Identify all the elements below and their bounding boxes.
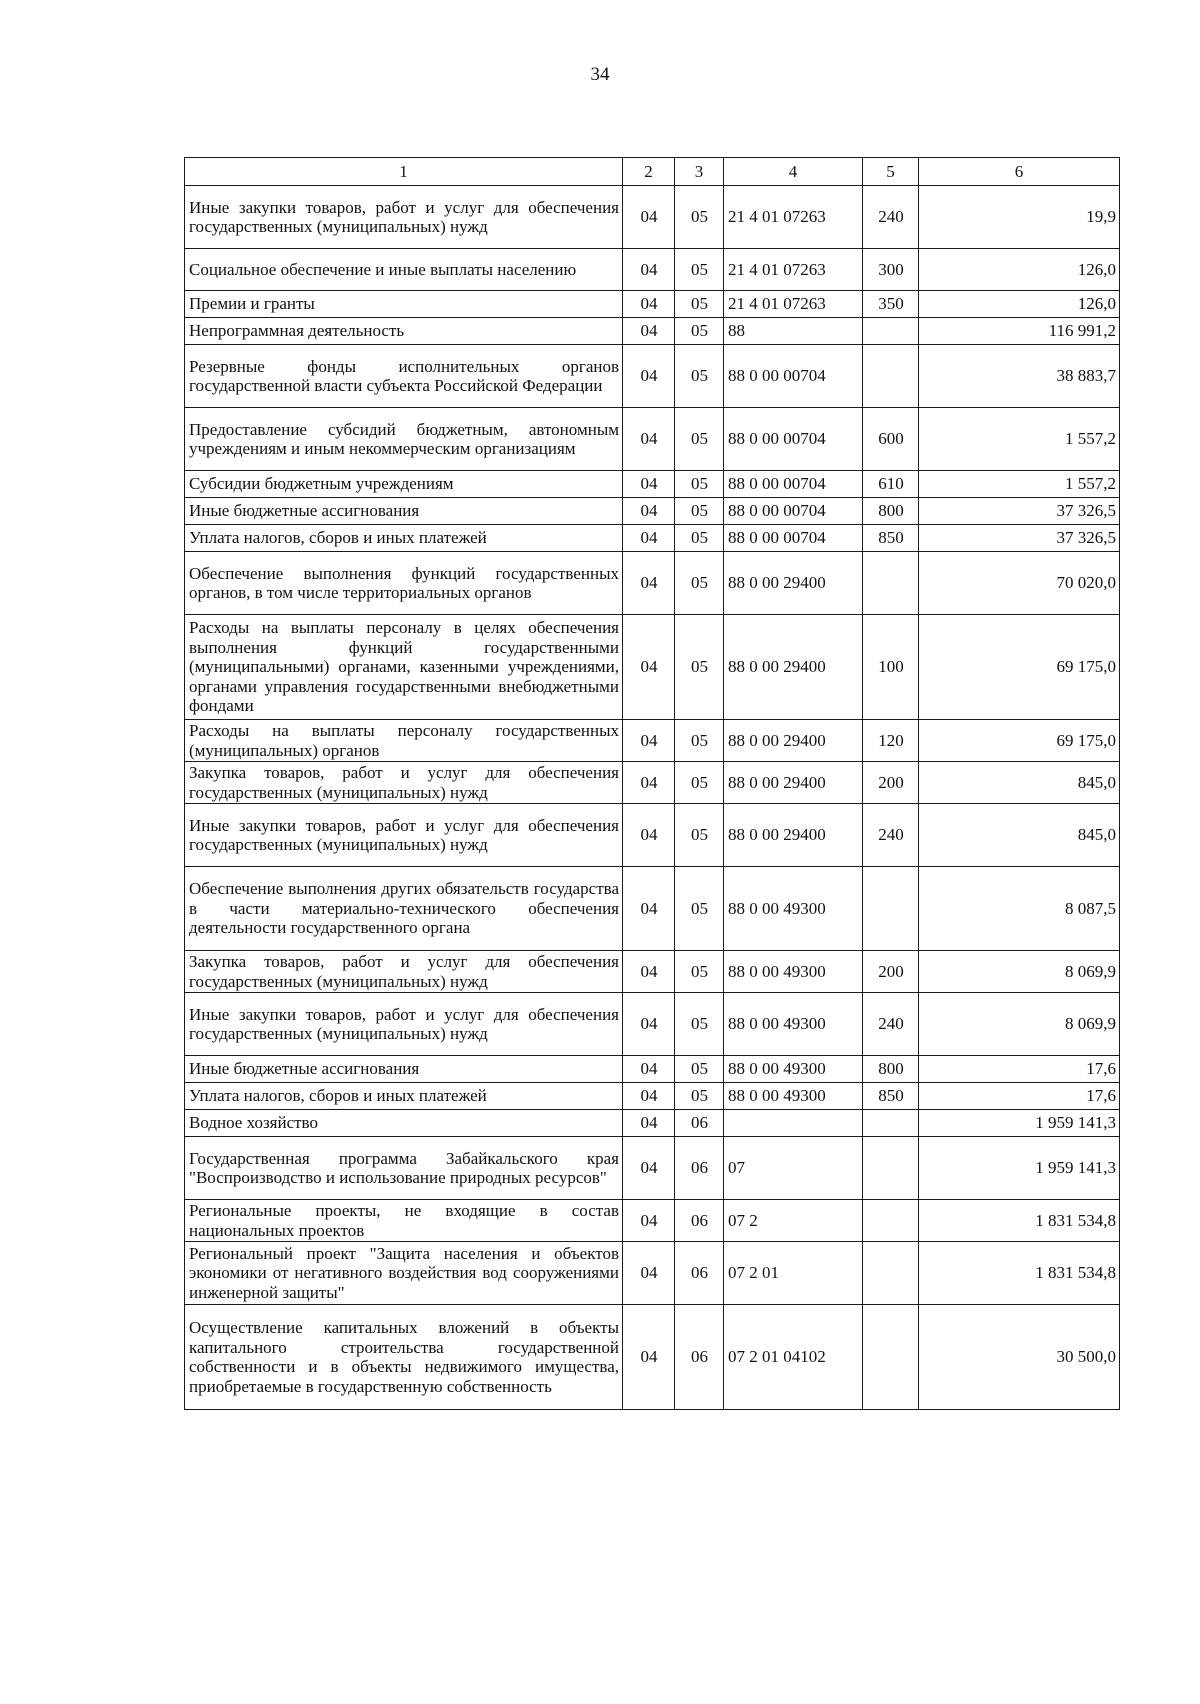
- row-section-cell: 04: [623, 615, 675, 720]
- row-expense-type-cell: 800: [863, 498, 919, 525]
- table-row: [185, 1110, 1120, 1137]
- row-section-cell: 04: [623, 1083, 675, 1110]
- row-subsection-cell: 05: [675, 1056, 724, 1083]
- row-subsection-cell: 05: [675, 471, 724, 498]
- row-amount-cell: 1 831 534,8: [919, 1242, 1120, 1305]
- table-row: [185, 1305, 1120, 1410]
- table-row: [185, 993, 1120, 1056]
- row-section-cell: 04: [623, 498, 675, 525]
- row-subsection-cell: 05: [675, 291, 724, 318]
- table-row: [185, 951, 1120, 993]
- row-name-cell: Уплата налогов, сборов и иных платежей: [185, 525, 623, 552]
- row-amount-cell: 126,0: [919, 249, 1120, 291]
- row-expense-type-cell: [863, 867, 919, 951]
- row-target-code-cell: 88 0 00 29400: [724, 615, 863, 720]
- row-section-cell: 04: [623, 552, 675, 615]
- row-expense-type-cell: [863, 552, 919, 615]
- header-cell-amount: 6: [919, 158, 1120, 186]
- row-section-cell: 04: [623, 291, 675, 318]
- table-row: [185, 408, 1120, 471]
- table-body: [185, 186, 1120, 1410]
- row-section-cell: 04: [623, 471, 675, 498]
- row-target-code-cell: 88 0 00 00704: [724, 525, 863, 552]
- row-expense-type-cell: 240: [863, 804, 919, 867]
- row-target-code-cell: 88 0 00 00704: [724, 345, 863, 408]
- row-subsection-cell: 06: [675, 1110, 724, 1137]
- row-target-code-cell: 21 4 01 07263: [724, 291, 863, 318]
- row-target-code-cell: 07 2 01 04102: [724, 1305, 863, 1410]
- row-expense-type-cell: 200: [863, 762, 919, 804]
- row-name-cell: Резервные фонды исполнительных органов государственной власти субъекта Российской Федерации: [185, 345, 623, 408]
- row-target-code-cell: 88 0 00 00704: [724, 498, 863, 525]
- header-row: [185, 158, 1120, 186]
- row-target-code-cell: 07 2 01: [724, 1242, 863, 1305]
- row-amount-cell: 1 557,2: [919, 408, 1120, 471]
- row-target-code-cell: 88 0 00 49300: [724, 1056, 863, 1083]
- row-amount-cell: 1 831 534,8: [919, 1200, 1120, 1242]
- row-target-code-cell: 21 4 01 07263: [724, 186, 863, 249]
- row-expense-type-cell: 240: [863, 993, 919, 1056]
- budget-table: [184, 157, 1120, 1410]
- table-row: [185, 720, 1120, 762]
- table-row: [185, 345, 1120, 408]
- row-amount-cell: 19,9: [919, 186, 1120, 249]
- row-amount-cell: 17,6: [919, 1083, 1120, 1110]
- row-name-cell: Государственная программа Забайкальского края "Воспроизводство и использование природных ресурсов": [185, 1137, 623, 1200]
- row-name-cell: Закупка товаров, работ и услуг для обеспечения государственных (муниципальных) нужд: [185, 762, 623, 804]
- row-target-code-cell: 88 0 00 49300: [724, 951, 863, 993]
- row-target-code-cell: [724, 1110, 863, 1137]
- row-amount-cell: 69 175,0: [919, 720, 1120, 762]
- row-target-code-cell: 07 2: [724, 1200, 863, 1242]
- table-row: [185, 867, 1120, 951]
- row-amount-cell: 845,0: [919, 804, 1120, 867]
- row-name-cell: Иные закупки товаров, работ и услуг для обеспечения государственных (муниципальных) нужд: [185, 993, 623, 1056]
- table-row: [185, 1137, 1120, 1200]
- row-name-cell: Обеспечение выполнения других обязательств государства в части материально-технического обеспечения деятельности государственного органа: [185, 867, 623, 951]
- row-name-cell: Иные закупки товаров, работ и услуг для обеспечения государственных (муниципальных) нужд: [185, 186, 623, 249]
- table-row: [185, 249, 1120, 291]
- table-row: [185, 1056, 1120, 1083]
- header-cell-expense-type: 5: [863, 158, 919, 186]
- row-section-cell: 04: [623, 1305, 675, 1410]
- row-name-cell: Водное хозяйство: [185, 1110, 623, 1137]
- row-target-code-cell: 88 0 00 00704: [724, 408, 863, 471]
- row-expense-type-cell: 200: [863, 951, 919, 993]
- row-expense-type-cell: 120: [863, 720, 919, 762]
- row-subsection-cell: 05: [675, 525, 724, 552]
- row-subsection-cell: 05: [675, 186, 724, 249]
- row-amount-cell: 1 557,2: [919, 471, 1120, 498]
- row-target-code-cell: 88 0 00 49300: [724, 867, 863, 951]
- row-expense-type-cell: 610: [863, 471, 919, 498]
- row-target-code-cell: 88 0 00 29400: [724, 762, 863, 804]
- row-amount-cell: 126,0: [919, 291, 1120, 318]
- row-name-cell: Иные закупки товаров, работ и услуг для обеспечения государственных (муниципальных) нужд: [185, 804, 623, 867]
- row-target-code-cell: 88 0 00 29400: [724, 720, 863, 762]
- row-section-cell: 04: [623, 186, 675, 249]
- row-target-code-cell: 88 0 00 00704: [724, 471, 863, 498]
- row-expense-type-cell: 600: [863, 408, 919, 471]
- table-row: [185, 186, 1120, 249]
- row-name-cell: Субсидии бюджетным учреждениям: [185, 471, 623, 498]
- row-section-cell: 04: [623, 1242, 675, 1305]
- row-expense-type-cell: [863, 345, 919, 408]
- table-row: [185, 318, 1120, 345]
- row-section-cell: 04: [623, 318, 675, 345]
- row-amount-cell: 1 959 141,3: [919, 1110, 1120, 1137]
- row-amount-cell: 38 883,7: [919, 345, 1120, 408]
- row-target-code-cell: 88 0 00 49300: [724, 993, 863, 1056]
- table-header: [185, 158, 1120, 186]
- row-name-cell: Уплата налогов, сборов и иных платежей: [185, 1083, 623, 1110]
- row-name-cell: Осуществление капитальных вложений в объекты капитального строительства государственной собственности и в объекты недвижимого имущества, приобретаемые в государственную собственность: [185, 1305, 623, 1410]
- row-expense-type-cell: 240: [863, 186, 919, 249]
- row-name-cell: Иные бюджетные ассигнования: [185, 1056, 623, 1083]
- row-name-cell: Социальное обеспечение и иные выплаты населению: [185, 249, 623, 291]
- row-subsection-cell: 06: [675, 1137, 724, 1200]
- row-section-cell: 04: [623, 762, 675, 804]
- row-subsection-cell: 05: [675, 720, 724, 762]
- row-subsection-cell: 05: [675, 318, 724, 345]
- row-subsection-cell: 05: [675, 1083, 724, 1110]
- row-subsection-cell: 05: [675, 762, 724, 804]
- row-expense-type-cell: 300: [863, 249, 919, 291]
- row-expense-type-cell: 850: [863, 525, 919, 552]
- table-row: [185, 525, 1120, 552]
- header-cell-section: 2: [623, 158, 675, 186]
- row-name-cell: Обеспечение выполнения функций государственных органов, в том числе территориальных органов: [185, 552, 623, 615]
- row-amount-cell: 8 087,5: [919, 867, 1120, 951]
- row-target-code-cell: 88 0 00 29400: [724, 804, 863, 867]
- row-subsection-cell: 05: [675, 552, 724, 615]
- row-expense-type-cell: 850: [863, 1083, 919, 1110]
- row-name-cell: Расходы на выплаты персоналу в целях обеспечения выполнения функций государственными (муниципальными) органами, казенными учреждениями, органами управления государственными внебюджетными фондами: [185, 615, 623, 720]
- table-row: [185, 552, 1120, 615]
- row-section-cell: 04: [623, 720, 675, 762]
- row-section-cell: 04: [623, 1200, 675, 1242]
- row-section-cell: 04: [623, 525, 675, 552]
- table-row: [185, 762, 1120, 804]
- row-subsection-cell: 06: [675, 1200, 724, 1242]
- row-expense-type-cell: [863, 1137, 919, 1200]
- table-row: [185, 804, 1120, 867]
- table-row: [185, 471, 1120, 498]
- row-expense-type-cell: [863, 1242, 919, 1305]
- table-row: [185, 498, 1120, 525]
- row-subsection-cell: 05: [675, 408, 724, 471]
- row-name-cell: Закупка товаров, работ и услуг для обеспечения государственных (муниципальных) нужд: [185, 951, 623, 993]
- row-name-cell: Предоставление субсидий бюджетным, автономным учреждениям и иным некоммерческим организациям: [185, 408, 623, 471]
- row-name-cell: Региональные проекты, не входящие в состав национальных проектов: [185, 1200, 623, 1242]
- row-amount-cell: 70 020,0: [919, 552, 1120, 615]
- row-amount-cell: 8 069,9: [919, 951, 1120, 993]
- row-amount-cell: 17,6: [919, 1056, 1120, 1083]
- table-row: [185, 1242, 1120, 1305]
- page-number: 34: [590, 64, 610, 85]
- row-section-cell: 04: [623, 1110, 675, 1137]
- row-subsection-cell: 06: [675, 1242, 724, 1305]
- row-name-cell: Расходы на выплаты персоналу государственных (муниципальных) органов: [185, 720, 623, 762]
- table-row: [185, 1083, 1120, 1110]
- row-name-cell: Региональный проект "Защита населения и объектов экономики от негативного воздействия вод сооружениями инженерной защиты": [185, 1242, 623, 1305]
- row-subsection-cell: 05: [675, 249, 724, 291]
- table-row: [185, 1200, 1120, 1242]
- row-section-cell: 04: [623, 345, 675, 408]
- row-amount-cell: 845,0: [919, 762, 1120, 804]
- row-expense-type-cell: [863, 1305, 919, 1410]
- row-section-cell: 04: [623, 1056, 675, 1083]
- row-section-cell: 04: [623, 249, 675, 291]
- header-cell-subsection: 3: [675, 158, 724, 186]
- row-subsection-cell: 05: [675, 345, 724, 408]
- row-section-cell: 04: [623, 804, 675, 867]
- row-name-cell: Иные бюджетные ассигнования: [185, 498, 623, 525]
- row-target-code-cell: 88 0 00 29400: [724, 552, 863, 615]
- row-subsection-cell: 05: [675, 804, 724, 867]
- row-section-cell: 04: [623, 993, 675, 1056]
- row-subsection-cell: 05: [675, 951, 724, 993]
- row-expense-type-cell: 800: [863, 1056, 919, 1083]
- row-subsection-cell: 05: [675, 498, 724, 525]
- row-name-cell: Премии и гранты: [185, 291, 623, 318]
- row-name-cell: Непрограммная деятельность: [185, 318, 623, 345]
- table-row: [185, 291, 1120, 318]
- row-amount-cell: 37 326,5: [919, 525, 1120, 552]
- header-cell-target-code: 4: [724, 158, 863, 186]
- row-subsection-cell: 05: [675, 615, 724, 720]
- row-expense-type-cell: [863, 1200, 919, 1242]
- row-subsection-cell: 05: [675, 867, 724, 951]
- row-amount-cell: 8 069,9: [919, 993, 1120, 1056]
- row-amount-cell: 69 175,0: [919, 615, 1120, 720]
- row-section-cell: 04: [623, 408, 675, 471]
- row-target-code-cell: 88: [724, 318, 863, 345]
- row-expense-type-cell: [863, 1110, 919, 1137]
- row-amount-cell: 30 500,0: [919, 1305, 1120, 1410]
- row-expense-type-cell: [863, 318, 919, 345]
- row-expense-type-cell: 350: [863, 291, 919, 318]
- row-amount-cell: 116 991,2: [919, 318, 1120, 345]
- row-amount-cell: 1 959 141,3: [919, 1137, 1120, 1200]
- table-row: [185, 615, 1120, 720]
- row-target-code-cell: 88 0 00 49300: [724, 1083, 863, 1110]
- row-target-code-cell: 07: [724, 1137, 863, 1200]
- row-target-code-cell: 21 4 01 07263: [724, 249, 863, 291]
- row-section-cell: 04: [623, 951, 675, 993]
- row-section-cell: 04: [623, 867, 675, 951]
- row-amount-cell: 37 326,5: [919, 498, 1120, 525]
- row-expense-type-cell: 100: [863, 615, 919, 720]
- row-subsection-cell: 05: [675, 993, 724, 1056]
- row-subsection-cell: 06: [675, 1305, 724, 1410]
- row-section-cell: 04: [623, 1137, 675, 1200]
- header-cell-name: 1: [185, 158, 623, 186]
